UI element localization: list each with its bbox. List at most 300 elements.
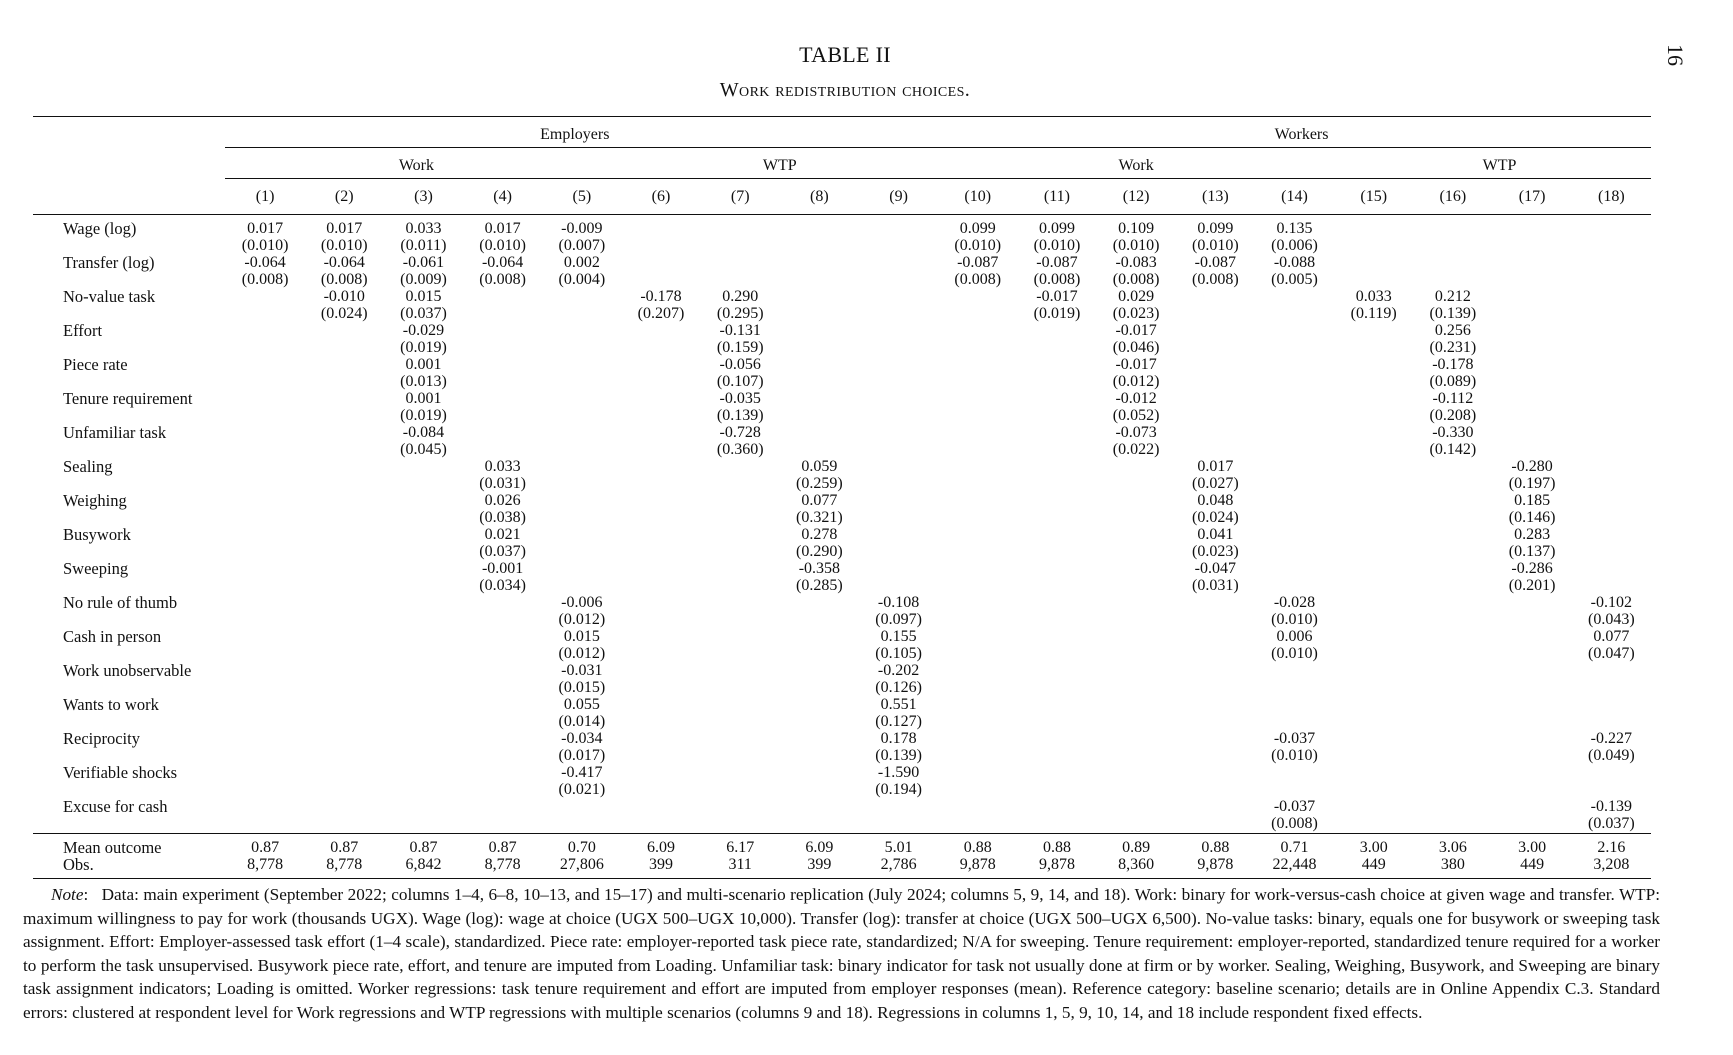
table-cell bbox=[1413, 731, 1492, 765]
table-cell bbox=[1334, 459, 1413, 493]
row-label: Wage (log) bbox=[63, 219, 137, 238]
table-cell bbox=[384, 391, 463, 425]
standard-error: (0.010) bbox=[1112, 236, 1160, 254]
table-cell bbox=[1413, 527, 1492, 561]
table-cell bbox=[1334, 255, 1413, 289]
table-cell bbox=[938, 357, 1017, 391]
standard-error: (0.142) bbox=[1429, 440, 1477, 458]
table-cell bbox=[780, 799, 859, 834]
table-cell bbox=[1097, 255, 1176, 289]
table-cell bbox=[1017, 663, 1096, 697]
standard-error: (0.014) bbox=[558, 712, 606, 730]
table-cell bbox=[1492, 493, 1571, 527]
table-cell bbox=[1097, 357, 1176, 391]
table-cell bbox=[542, 799, 621, 834]
table-cell bbox=[1413, 663, 1492, 697]
table-cell bbox=[305, 357, 384, 391]
standard-error: (0.010) bbox=[241, 236, 289, 254]
table-cell bbox=[305, 663, 384, 697]
standard-error: (0.012) bbox=[1112, 372, 1160, 390]
table-cell bbox=[305, 493, 384, 527]
coefficient: -0.131 bbox=[719, 322, 761, 339]
standard-error: (0.008) bbox=[479, 270, 526, 288]
table-cell bbox=[305, 561, 384, 595]
standard-error: (0.047) bbox=[1588, 644, 1635, 662]
standard-error: (0.127) bbox=[875, 712, 922, 730]
standard-error: (0.031) bbox=[479, 474, 526, 492]
table-cell bbox=[1017, 731, 1096, 765]
table-cell bbox=[305, 289, 384, 323]
coefficient: 0.017 bbox=[326, 220, 363, 237]
table-cell bbox=[859, 459, 938, 493]
column-number: (7) bbox=[730, 188, 750, 205]
summary-value: 2.16 bbox=[1572, 834, 1651, 858]
table-cell bbox=[1255, 357, 1334, 391]
column-number: (17) bbox=[1518, 188, 1546, 205]
table-cell bbox=[305, 215, 384, 256]
table-cell bbox=[859, 697, 938, 731]
table-cell bbox=[542, 357, 621, 391]
table-cell bbox=[621, 255, 700, 289]
row-label: Busywork bbox=[63, 525, 131, 544]
summary-value: 0.87 bbox=[225, 834, 304, 858]
coefficient: 0.033 bbox=[484, 458, 521, 475]
summary-value: 5.01 bbox=[859, 834, 938, 858]
summary-value: 3.06 bbox=[1413, 834, 1492, 858]
summary-value: 0.89 bbox=[1097, 834, 1176, 858]
table-cell bbox=[1176, 215, 1255, 256]
table-cell bbox=[384, 289, 463, 323]
table-cell bbox=[384, 215, 463, 256]
table-cell bbox=[1017, 215, 1096, 256]
coefficient: 0.212 bbox=[1434, 288, 1471, 305]
table-cell bbox=[1492, 799, 1571, 834]
coefficient: 0.041 bbox=[1197, 526, 1234, 543]
column-number: (6) bbox=[651, 188, 671, 205]
column-number: (9) bbox=[889, 188, 908, 205]
coefficient: -0.083 bbox=[1115, 254, 1157, 271]
standard-error: (0.034) bbox=[479, 576, 526, 594]
table-cell bbox=[859, 527, 938, 561]
table-cell bbox=[1097, 697, 1176, 731]
summary-value: 3.00 bbox=[1334, 834, 1413, 858]
table-cell bbox=[1176, 391, 1255, 425]
table-cell bbox=[542, 391, 621, 425]
note-text: Data: main experiment (September 2022; columns 1–4, 6–8, 10–13, and 15–17) and multi-scenario replication (July 2024; columns 5, 9, 14, and 18). Work: binary for work-versus-cash choice at given wage and transfer. WTP: maximum willingness to pay for work (thousands UGX). Wage (log): wage at choice (UGX 500–UGX 10,000). Transfer (log): transfer at choice (UGX 500–UGX 6,500). No-value tasks: binary, equals one for busywork or sweeping task assignment. Effort: Employer-assessed task effort (1–4 scale), standardized. Piece rate: employer-reported task piece rate, standardized; N/A for sweeping. Tenure requirement: employer-reported, standardized tenure required for a worker to perform the task unsupervised. Busywork piece rate, effort, and tenure are imputed from Loading. Unfamiliar task: binary indicator for task not usually done at firm or by worker. Sealing, Weighing, Busywork, and Sweeping are binary task assignment indicators; Loading is omitted. Worker regressions: task tenure requirement and effort are imputed from employer responses (mean). Reference category: baseline scenario; details are in Online Appendix C.3. Standard errors: clustered at respondent level for Work regressions and WTP regressions with multiple scenarios (columns 9 and 18). Regressions in columns 1, 5, 9, 10, 14, and 18 include respondent fixed effects. bbox=[23, 885, 1661, 1022]
standard-error: (0.037) bbox=[400, 304, 447, 322]
table-cell bbox=[463, 323, 542, 357]
table-cell bbox=[780, 697, 859, 731]
table-cell bbox=[542, 629, 621, 663]
table-cell bbox=[1492, 425, 1571, 459]
summary-value: 3.00 bbox=[1492, 834, 1571, 858]
standard-error: (0.010) bbox=[1033, 236, 1081, 254]
table-cell bbox=[305, 527, 384, 561]
table-cell bbox=[621, 527, 700, 561]
summary-value: 6.09 bbox=[621, 834, 700, 858]
table-cell bbox=[463, 391, 542, 425]
standard-error: (0.017) bbox=[558, 746, 606, 764]
row-label: No-value task bbox=[63, 287, 156, 306]
coefficient: 0.256 bbox=[1434, 322, 1471, 339]
coefficient: -0.084 bbox=[402, 424, 445, 441]
table-cell bbox=[780, 561, 859, 595]
table-cell bbox=[384, 663, 463, 697]
table-cell bbox=[701, 357, 780, 391]
coefficient: -0.037 bbox=[1273, 730, 1316, 747]
table-cell bbox=[384, 765, 463, 799]
table-title: TABLE II bbox=[799, 42, 891, 67]
table-cell bbox=[305, 459, 384, 493]
table-row bbox=[33, 527, 1651, 561]
standard-error: (0.009) bbox=[400, 270, 447, 288]
table-cell bbox=[859, 323, 938, 357]
standard-error: (0.008) bbox=[954, 270, 1002, 288]
summary-value: 8,360 bbox=[1097, 857, 1176, 879]
table-cell bbox=[463, 527, 542, 561]
table-cell bbox=[542, 663, 621, 697]
table-cell bbox=[1413, 799, 1492, 834]
summary-value: 0.87 bbox=[384, 834, 463, 858]
table-cell bbox=[463, 215, 542, 256]
table-cell bbox=[1413, 425, 1492, 459]
coefficient: 0.283 bbox=[1514, 526, 1551, 543]
table-cell bbox=[1492, 663, 1571, 697]
summary-label: Obs. bbox=[33, 857, 225, 879]
table-cell bbox=[225, 595, 304, 629]
coefficient: -0.417 bbox=[561, 764, 603, 781]
table-cell bbox=[1255, 765, 1334, 799]
table-cell bbox=[1492, 323, 1571, 357]
standard-error: (0.037) bbox=[479, 542, 526, 560]
table-cell bbox=[384, 527, 463, 561]
standard-error: (0.012) bbox=[558, 644, 606, 662]
coefficient: -0.064 bbox=[481, 254, 524, 271]
table-cell bbox=[542, 323, 621, 357]
coefficient: 0.059 bbox=[801, 458, 838, 475]
table-cell bbox=[463, 629, 542, 663]
table-cell bbox=[1413, 459, 1492, 493]
table-cell bbox=[621, 799, 700, 834]
table-cell bbox=[621, 697, 700, 731]
standard-error: (0.295) bbox=[716, 304, 764, 322]
standard-error: (0.097) bbox=[875, 610, 922, 628]
table-cell bbox=[1176, 663, 1255, 697]
table-cell bbox=[780, 459, 859, 493]
table-cell bbox=[1017, 799, 1096, 834]
standard-error: (0.010) bbox=[320, 236, 368, 254]
standard-error: (0.052) bbox=[1112, 406, 1160, 424]
table-cell bbox=[1017, 765, 1096, 799]
standard-error: (0.010) bbox=[1191, 236, 1239, 254]
table-cell bbox=[1255, 697, 1334, 731]
table-cell bbox=[1255, 215, 1334, 256]
coefficient: -0.280 bbox=[1511, 458, 1553, 475]
subgroup-header: WTP bbox=[1334, 148, 1651, 179]
table-cell bbox=[1334, 289, 1413, 323]
table-cell bbox=[1492, 765, 1571, 799]
row-label: Tenure requirement bbox=[63, 389, 193, 408]
table-cell bbox=[1413, 493, 1492, 527]
table-cell bbox=[1097, 391, 1176, 425]
standard-error: (0.139) bbox=[716, 406, 764, 424]
summary-value: 9,878 bbox=[1176, 857, 1255, 879]
coefficient: -0.088 bbox=[1273, 254, 1316, 271]
summary-value: 8,778 bbox=[225, 857, 304, 879]
table-cell bbox=[384, 731, 463, 765]
coefficient: -0.087 bbox=[1036, 254, 1078, 271]
standard-error: (0.013) bbox=[400, 372, 447, 390]
table-cell bbox=[621, 561, 700, 595]
table-cell bbox=[542, 493, 621, 527]
table-cell bbox=[1255, 289, 1334, 323]
row-label: No rule of thumb bbox=[63, 593, 178, 612]
summary-value: 0.88 bbox=[1017, 834, 1096, 858]
standard-error: (0.139) bbox=[1429, 304, 1477, 322]
standard-error: (0.360) bbox=[716, 440, 764, 458]
coefficient: -0.202 bbox=[877, 662, 920, 679]
table-cell bbox=[1176, 595, 1255, 629]
table-cell bbox=[305, 323, 384, 357]
table-cell bbox=[305, 255, 384, 289]
summary-value: 0.71 bbox=[1255, 834, 1334, 858]
table-cell bbox=[305, 425, 384, 459]
coefficient: -0.031 bbox=[561, 662, 603, 679]
table-cell bbox=[1097, 595, 1176, 629]
table-cell bbox=[701, 561, 780, 595]
table-cell bbox=[305, 731, 384, 765]
standard-error: (0.038) bbox=[479, 508, 526, 526]
table-cell bbox=[384, 425, 463, 459]
table-cell bbox=[1017, 629, 1096, 663]
table-cell bbox=[1413, 289, 1492, 323]
standard-error: (0.024) bbox=[320, 304, 368, 322]
coefficient: -0.178 bbox=[1432, 356, 1474, 373]
table-cell bbox=[1255, 731, 1334, 765]
table-cell bbox=[701, 289, 780, 323]
table-cell bbox=[1097, 425, 1176, 459]
summary-value: 0.88 bbox=[1176, 834, 1255, 858]
table-cell bbox=[384, 629, 463, 663]
table-cell bbox=[1492, 731, 1571, 765]
coefficient: 0.185 bbox=[1514, 492, 1551, 509]
table-cell bbox=[701, 425, 780, 459]
standard-error: (0.008) bbox=[320, 270, 368, 288]
table-cell bbox=[1255, 629, 1334, 663]
standard-error: (0.285) bbox=[796, 576, 843, 594]
table-cell bbox=[1572, 697, 1651, 731]
table-row bbox=[33, 799, 1651, 834]
table-cell bbox=[701, 255, 780, 289]
table-cell bbox=[1176, 629, 1255, 663]
row-label: Unfamiliar task bbox=[63, 423, 167, 442]
table-cell bbox=[463, 459, 542, 493]
summary-value: 22,448 bbox=[1255, 857, 1334, 879]
standard-error: (0.107) bbox=[716, 372, 764, 390]
table-cell bbox=[938, 391, 1017, 425]
group-header: Employers bbox=[225, 117, 938, 148]
row-label: Work unobservable bbox=[63, 661, 192, 680]
coefficient: 0.021 bbox=[484, 526, 521, 543]
table-row bbox=[33, 255, 1651, 289]
table-cell bbox=[621, 629, 700, 663]
table-cell bbox=[1334, 323, 1413, 357]
table-cell bbox=[1097, 799, 1176, 834]
table-cell bbox=[1097, 765, 1176, 799]
row-label: Weighing bbox=[63, 491, 127, 510]
table-cell bbox=[1176, 323, 1255, 357]
table-cell bbox=[1176, 799, 1255, 834]
standard-error: (0.005) bbox=[1271, 270, 1318, 288]
table-cell bbox=[1572, 255, 1651, 289]
table-cell bbox=[859, 765, 938, 799]
column-number: (15) bbox=[1360, 188, 1388, 205]
row-label: Verifiable shocks bbox=[63, 763, 178, 782]
table-cell bbox=[1492, 595, 1571, 629]
table-cell bbox=[1572, 765, 1651, 799]
table-cell bbox=[621, 425, 700, 459]
table-cell bbox=[1255, 799, 1334, 834]
coefficient: -0.064 bbox=[244, 254, 286, 271]
table-cell bbox=[1017, 425, 1096, 459]
standard-error: (0.089) bbox=[1429, 372, 1477, 390]
table-cell bbox=[621, 459, 700, 493]
table-cell bbox=[1176, 697, 1255, 731]
coefficient: 0.109 bbox=[1118, 220, 1155, 237]
table-cell bbox=[1334, 215, 1413, 256]
coefficient: -0.087 bbox=[957, 254, 999, 271]
table-cell bbox=[859, 799, 938, 834]
table-row bbox=[33, 323, 1651, 357]
table-cell bbox=[938, 215, 1017, 256]
column-number: (12) bbox=[1122, 188, 1150, 205]
standard-error: (0.021) bbox=[558, 780, 606, 798]
column-number: (16) bbox=[1439, 188, 1467, 205]
table-cell bbox=[225, 663, 304, 697]
table-cell bbox=[1413, 357, 1492, 391]
table-cell bbox=[859, 595, 938, 629]
table-cell bbox=[1492, 255, 1571, 289]
table-cell bbox=[542, 255, 621, 289]
table-cell bbox=[938, 765, 1017, 799]
page-number: 16 bbox=[1663, 44, 1688, 66]
coefficient: -0.112 bbox=[1432, 390, 1474, 407]
table-cell bbox=[1097, 323, 1176, 357]
table-row bbox=[33, 697, 1651, 731]
column-number: (2) bbox=[334, 188, 354, 205]
table-cell bbox=[1334, 357, 1413, 391]
table-cell bbox=[859, 731, 938, 765]
summary-value: 9,878 bbox=[938, 857, 1017, 879]
standard-error: (0.105) bbox=[875, 644, 922, 662]
table-cell bbox=[1492, 289, 1571, 323]
table-cell bbox=[780, 215, 859, 256]
table-row bbox=[33, 595, 1651, 629]
row-label: Transfer (log) bbox=[63, 253, 155, 272]
table-cell bbox=[1176, 425, 1255, 459]
table-cell bbox=[225, 493, 304, 527]
standard-error: (0.045) bbox=[400, 440, 447, 458]
table-cell bbox=[621, 391, 700, 425]
table-cell bbox=[1176, 289, 1255, 323]
summary-value: 449 bbox=[1492, 857, 1571, 879]
table-cell bbox=[225, 765, 304, 799]
table-cell bbox=[621, 289, 700, 323]
column-number: (8) bbox=[810, 188, 829, 205]
table-cell bbox=[1334, 425, 1413, 459]
summary-row bbox=[33, 857, 1651, 879]
table-cell bbox=[780, 425, 859, 459]
coefficient: -0.286 bbox=[1511, 560, 1553, 577]
table-cell bbox=[463, 493, 542, 527]
standard-error: (0.137) bbox=[1508, 542, 1556, 560]
table-body bbox=[33, 215, 1651, 834]
table-cell bbox=[1413, 255, 1492, 289]
table-cell bbox=[384, 697, 463, 731]
table-cell bbox=[305, 765, 384, 799]
table-cell bbox=[1176, 255, 1255, 289]
standard-error: (0.019) bbox=[1033, 304, 1081, 322]
table-cell bbox=[780, 629, 859, 663]
table-cell bbox=[1492, 391, 1571, 425]
table-cell bbox=[384, 799, 463, 834]
table-cell bbox=[938, 799, 1017, 834]
coefficient: 0.015 bbox=[405, 288, 442, 305]
summary-value: 8,778 bbox=[463, 857, 542, 879]
table-cell bbox=[701, 459, 780, 493]
coefficient: 0.077 bbox=[1593, 628, 1630, 645]
standard-error: (0.146) bbox=[1508, 508, 1556, 526]
coefficient: 0.290 bbox=[722, 288, 759, 305]
table-cell bbox=[1572, 493, 1651, 527]
table-cell bbox=[1334, 629, 1413, 663]
table-cell bbox=[463, 561, 542, 595]
table-cell bbox=[1413, 215, 1492, 256]
coefficient: -0.108 bbox=[877, 594, 920, 611]
column-number: (13) bbox=[1201, 188, 1229, 205]
table-cell bbox=[1176, 765, 1255, 799]
table-cell bbox=[1176, 731, 1255, 765]
table-cell bbox=[384, 459, 463, 493]
table-cell bbox=[463, 425, 542, 459]
table-cell bbox=[1572, 731, 1651, 765]
table-cell bbox=[780, 527, 859, 561]
table-cell bbox=[1017, 527, 1096, 561]
standard-error: (0.043) bbox=[1588, 610, 1635, 628]
summary-row bbox=[33, 834, 1651, 858]
group-header: Workers bbox=[938, 117, 1651, 148]
table-summary bbox=[33, 834, 1651, 879]
row-label: Effort bbox=[63, 321, 103, 340]
coefficient: 0.033 bbox=[1355, 288, 1392, 305]
table-cell bbox=[542, 459, 621, 493]
table-cell bbox=[621, 595, 700, 629]
coefficient: 0.278 bbox=[801, 526, 838, 543]
table-cell bbox=[1413, 561, 1492, 595]
table-row bbox=[33, 731, 1651, 765]
table-cell bbox=[621, 215, 700, 256]
table-cell bbox=[1492, 357, 1571, 391]
table-cell bbox=[780, 663, 859, 697]
summary-value: 0.87 bbox=[463, 834, 542, 858]
table-note: Note: Data: main experiment (September 2022; columns 1–4, 6–8, 10–13, and 15–17) and multi-scenario replication (July 2024; columns 5, 9, 14, and 18). Work: binary for work-versus-cash choice at given wage and transfer. WTP: maximum willingness to pay for work (thousands UGX). Wage (log): wage at choice (UGX 500–UGX 10,000). Transfer (log): transfer at choice (UGX 500–UGX 6,500). No-value tasks: binary, equals one for busywork or sweeping task assignment. Effort: Employer-assessed task effort (1–4 scale), standardized. Piece rate: employer-reported task piece rate, standardized; N/A for sweeping. Tenure requirement: employer-reported, standardized tenure required for a worker to perform the task unsupervised. Busywork piece rate, effort, and tenure are imputed from Loading. Unfamiliar task: binary indicator for task not usually done at firm or by worker. Sealing, Weighing, Busywork, and Sweeping are binary task assignment indicators; Loading is omitted. Worker regressions: task tenure requirement and effort are imputed from employer responses (mean). Reference category: baseline scenario; details are in Online Appendix C.3. Standard errors: clustered at respondent level for Work regressions and WTP regressions with multiple scenarios (columns 9 and 18). Regressions in columns 1, 5, 9, 10, 14, and 18 include respondent fixed effects. bbox=[23, 885, 1661, 1022]
table-cell bbox=[1017, 357, 1096, 391]
table-cell bbox=[384, 493, 463, 527]
coefficient: 0.017 bbox=[484, 220, 521, 237]
table-cell bbox=[780, 255, 859, 289]
table-cell bbox=[1017, 391, 1096, 425]
coefficient: -1.590 bbox=[877, 764, 920, 781]
